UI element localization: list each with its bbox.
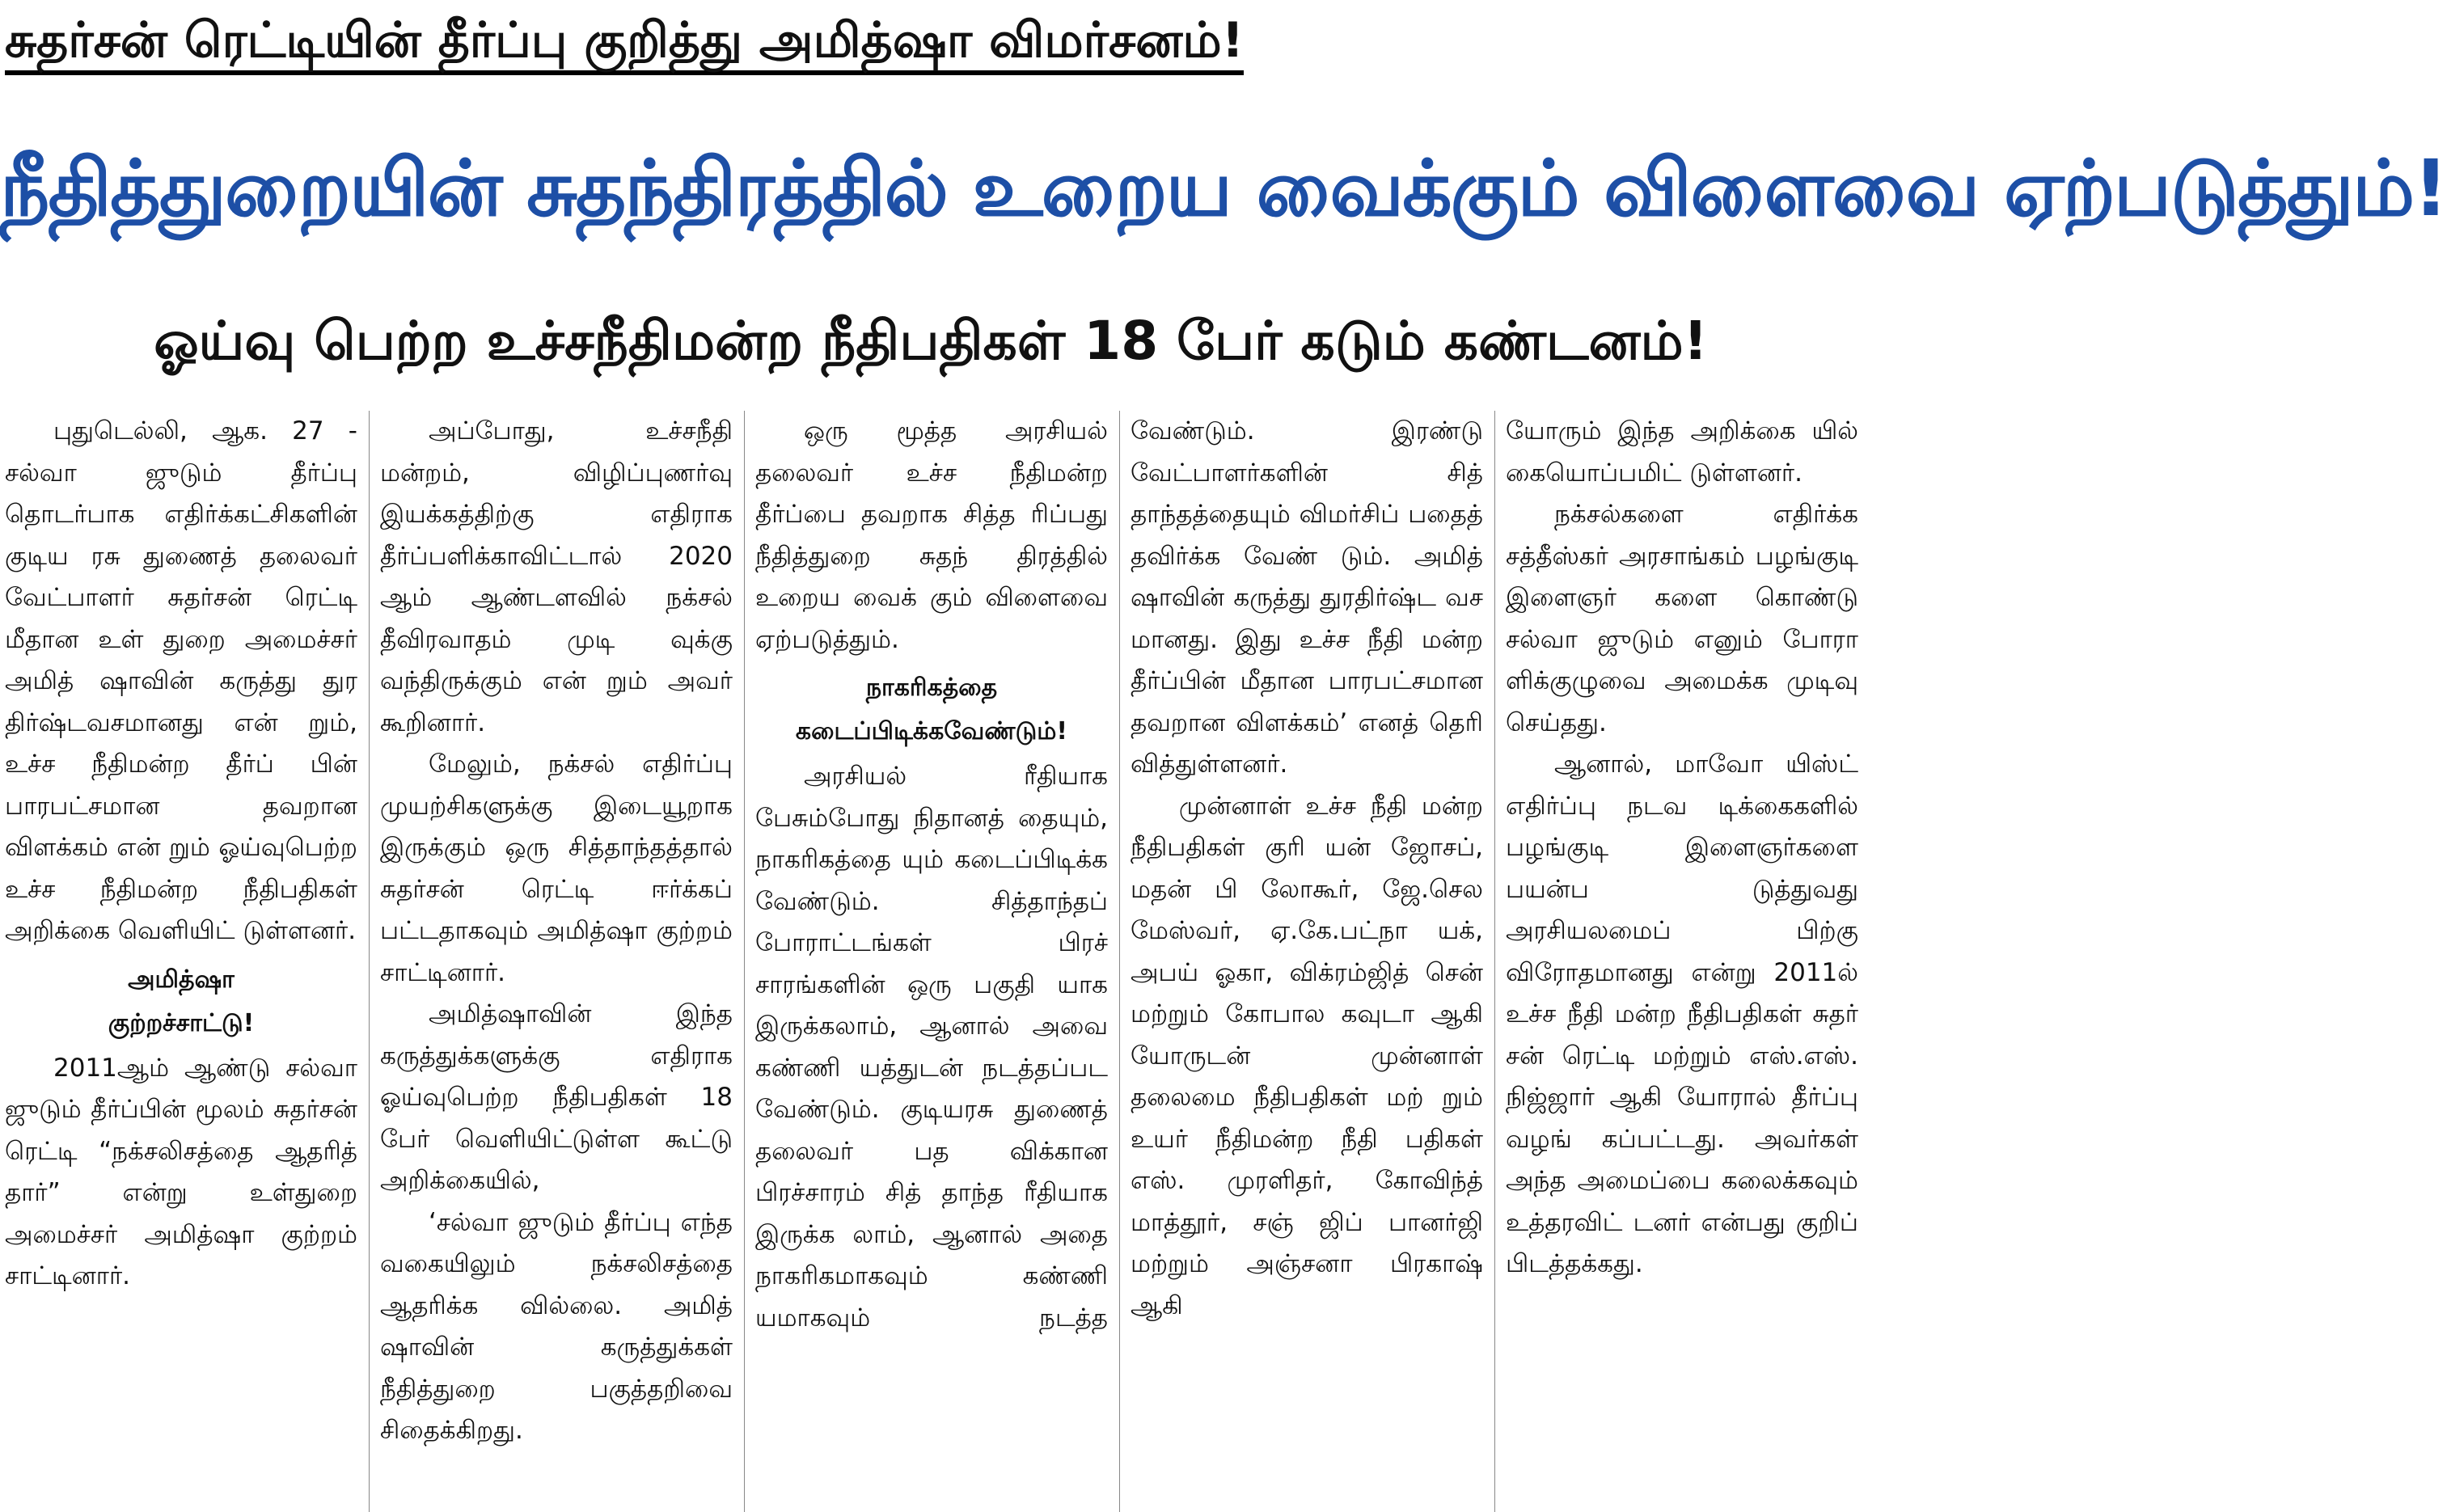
paragraph: அரசியல் ரீதியாக பேசும்போது நிதானத் தையும், நாகரிகத்தை யும் கடைப்பிடிக்க வேண்டும். சித்தாந்தப் போராட்டங்கள் பிரச் சாரங்களின் ஒரு பகுதி யாக இருக்கலாம், ஆனால் அவை கண்ணி யத்துடன் நடத்தப்பட வேண்டும். குடியரசு துணைத் தலைவர் பத விக்கான பிரச்சாரம் சித் தாந்த ரீதியாக இருக்க லாம், ஆனால் அதை நாகரிகமாகவும் கண்ணி யமாகவும் நடத்த: [755, 762, 1108, 1333]
column-divider: [1494, 411, 1495, 1512]
article-body: [0, 411, 1862, 1512]
paragraph: நக்சல்களை எதிர்க்க சத்தீஸ்கர் அரசாங்கம் பழங்குடி இளைஞர் களை கொண்டு சல்வா ஜுடும் எனும் போரா ளிக்குழுவை அமைக்க முடிவு செய்தது.: [1506, 500, 1858, 737]
sub-headline: ஓய்வு பெற்ற உச்சநீதிமன்ற நீதிபதிகள் 18 பேர் கடும் கண்டனம்!: [154, 310, 1708, 372]
paragraph: ஒரு மூத்த அரசியல் தலைவர் உச்ச நீதிமன்ற தீர்ப்பை தவறாக சித்த ரிப்பது நீதித்துறை சுதந் திரத்தில் உறைய வைக் கும் விளைவை ஏற்படுத்தும்.: [755, 416, 1108, 654]
paragraph: புதுடெல்லி, ஆக. 27 - சல்வா ஜுடும் தீர்ப்பு தொடர்பாக எதிர்க்கட்சிகளின் குடிய ரசு துணைத் தலைவர் வேட்பாளர் சுதர்சன் ரெட்டி மீதான உள் துறை அமைச்சர் அமித் ஷாவின் கருத்து துர திர்ஷ்டவசமானது என் றும், உச்ச நீதிமன்ற தீர்ப் பின் பாரபட்சமான தவறான விளக்கம் என் றும் ஓய்வுபெற்ற உச்ச நீதிமன்ற நீதிபதிகள் அறிக்கை வெளியிட் டுள்ளனர்.: [5, 416, 357, 945]
paragraph: 2011ஆம் ஆண்டு சல்வா ஜுடும் தீர்ப்பின் மூலம் சுதர்சன் ரெட்டி “நக்சலிசத்தை ஆதரித் தார்” என்று உள்துறை அமைச்சர் அமித்ஷா குற்றம் சாட்டினார்.: [5, 1053, 357, 1290]
column-divider: [1119, 411, 1120, 1512]
paragraph: ஆனால், மாவோ யிஸ்ட் எதிர்ப்பு நடவ டிக்கைகளில் பழங்குடி இளைஞர்களை பயன்ப டுத்துவது அரசியலமைப் பிற்கு விரோதமானது என்று 2011ல் உச்ச நீதி மன்ற நீதிபதிகள் சுதர் சன் ரெட்டி மற்றும் எஸ்.எஸ். நிஜ்ஜார் ஆகி யோரால் தீர்ப்பு வழங் கப்பட்டது. அவர்கள் அந்த அமைப்பை கலைக்கவும் உத்தரவிட் டனர் என்பது குறிப் பிடத்தக்கது.: [1506, 750, 1858, 1278]
subheading-line: நாகரிகத்தை: [865, 674, 998, 702]
paragraph: மேலும், நக்சல் எதிர்ப்பு முயற்சிகளுக்கு இடையூறாக இருக்கும் ஒரு சித்தாந்தத்தால் சுதர்சன் ரெட்டி ஈர்க்கப் பட்டதாகவும் அமித்ஷா குற்றம் சாட்டினார்.: [380, 750, 733, 987]
article-column-1: [5, 411, 357, 1512]
article-column-2: [380, 411, 733, 1512]
kicker-text: சுதர்சன் ரெட்டியின் தீர்ப்பு குறித்து அமித்ஷா விமர்சனம்!: [5, 12, 1244, 75]
paragraph: ‘சல்வா ஜுடும் தீர்ப்பு எந்த வகையிலும் நக்சலிசத்தை ஆதரிக்க வில்லை. அமித் ஷாவின் கருத்துக்கள் நீதித்துறை பகுத்தறிவை சிதைக்கிறது.: [380, 1207, 733, 1445]
paragraph: அப்போது, உச்சநீதி மன்றம், விழிப்புணர்வு இயக்கத்திற்கு எதிராக தீர்ப்பளிக்காவிட்டால் 2020 ஆம் ஆண்டளவில் நக்சல் தீவிரவாதம் முடி வுக்கு வந்திருக்கும் என் றும் அவர் கூறினார்.: [380, 416, 733, 737]
article-column-3: [755, 411, 1108, 1512]
subheading-line: குற்றச்சாட்டு!: [108, 1008, 255, 1037]
paragraph: யோரும் இந்த அறிக்கை யில் கையொப்பமிட் டுள்ளனர்.: [1506, 416, 1858, 488]
paragraph: முன்னாள் உச்ச நீதி மன்ற நீதிபதிகள் குரி யன் ஜோசப், மதன் பி லோகூர், ஜே.செல மேஸ்வர், ஏ.கே.பட்நா யக், அபய் ஓகா, விக்ரம்ஜித் சென் மற்றும் கோபால கவுடா ஆகி யோருடன் முன்னாள் தலைமை நீதிபதிகள் மற் றும் உயர் நீதிமன்ற நீதி பதிகள் எஸ். முரளிதர், கோவிந்த் மாத்தூர், சஞ் ஜிப் பானர்ஜி மற்றும் அஞ்சனா பிரகாஷ் ஆகி: [1131, 791, 1483, 1320]
main-headline: நீதித்துறையின் சுதந்திரத்தில் உறைய வைக்கும் விளைவை ஏற்படுத்தும்!: [0, 143, 2447, 234]
column-divider: [744, 411, 745, 1512]
column-divider: [369, 411, 370, 1512]
article-column-4: [1131, 411, 1483, 1512]
paragraph: வேண்டும். இரண்டு வேட்பாளர்களின் சித் தாந்தத்தையும் விமர்சிப் பதைத் தவிர்க்க வேண் டும். அமித் ஷாவின் கருத்து துரதிர்ஷ்ட வச மானது. இது உச்ச நீதி மன்ற தீர்ப்பின் மீதான பாரபட்சமான தவறான விளக்கம்’ எனத் தெரி வித்துள்ளனர்.: [1131, 416, 1483, 779]
article-column-5: [1506, 411, 1858, 1512]
kicker-headline: [5, 0, 1857, 87]
subheading-line: அமித்ஷா: [128, 965, 235, 994]
paragraph: அமித்ஷாவின் இந்த கருத்துக்களுக்கு எதிராக ஓய்வுபெற்ற நீதிபதிகள் 18 பேர் வெளியிட்டுள்ள கூட்டு அறிக்கையில்,: [380, 999, 733, 1195]
subheading-line: கடைப்பிடிக்கவேண்டும்!: [795, 717, 1068, 745]
